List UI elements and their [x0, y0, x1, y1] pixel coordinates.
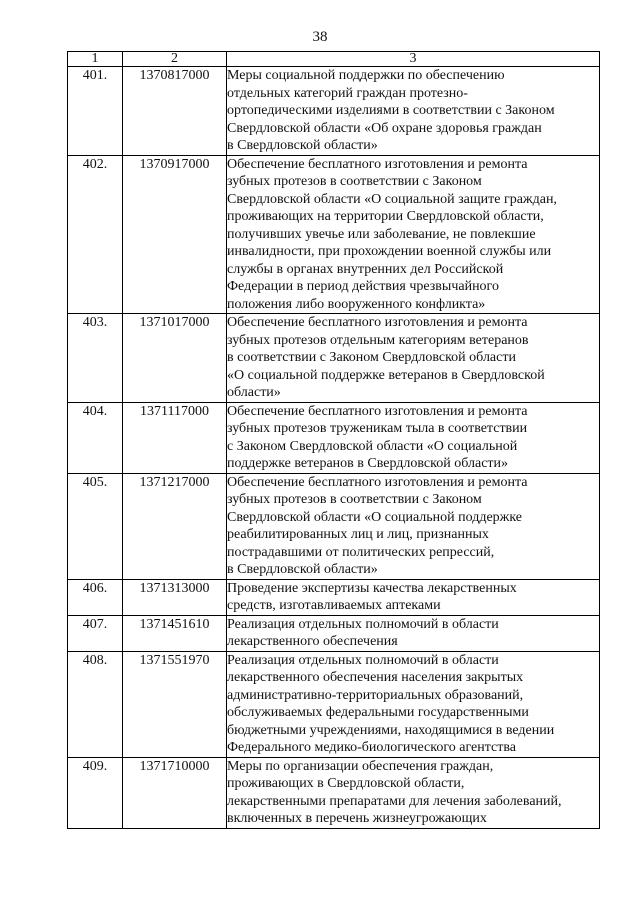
- row-number: 402.: [68, 155, 123, 314]
- row-description: [227, 314, 600, 403]
- description-line: ортопедическими изделиями в соответствии с Законом: [227, 103, 555, 118]
- table-row: [68, 314, 600, 403]
- description-line: Меры социальной поддержки по обеспечению: [227, 68, 505, 83]
- description-line: Реализация отдельных полномочий в области: [227, 616, 499, 632]
- description-line: Обеспечение бесплатного изготовления и ремонта: [227, 315, 528, 330]
- description-line: средств, изготавливаемых аптеками: [227, 598, 441, 613]
- table-row: [68, 402, 600, 473]
- description-line: пострадавшими от политических репрессий,: [227, 544, 495, 560]
- row-number: 405.: [68, 473, 123, 579]
- description-line: в Свердловской области»: [227, 138, 378, 153]
- description-line: Реализация отдельных полномочий в области: [227, 652, 499, 668]
- description-line: зубных протезов отдельным категориям ветеранов: [227, 332, 529, 348]
- row-code: 1371551970: [123, 651, 227, 757]
- document-table: [67, 51, 600, 829]
- row-code: 1370817000: [123, 67, 227, 156]
- description-line: реабилитированных лиц и лиц, признанных: [227, 527, 489, 542]
- row-number: 409.: [68, 757, 123, 828]
- description-line: «О социальной поддержке ветеранов в Свердловской: [227, 367, 545, 383]
- row-number: 401.: [68, 67, 123, 156]
- column-header-3: 3: [227, 52, 600, 67]
- description-line: зубных протезов в соответствии с Законом: [227, 174, 482, 189]
- row-description: [227, 473, 600, 579]
- description-line: административно-территориальных образований,: [227, 687, 524, 703]
- description-line: службы в органах внутренних дел Российской: [227, 261, 504, 277]
- column-header-1: 1: [68, 52, 123, 67]
- description-line: в соответствии с Законом Свердловской области: [227, 350, 516, 365]
- row-number: 403.: [68, 314, 123, 403]
- row-number: 408.: [68, 651, 123, 757]
- row-code: 1371017000: [123, 314, 227, 403]
- description-line: Свердловской области «Об охране здоровья граждан: [227, 120, 542, 136]
- description-line: Обеспечение бесплатного изготовления и ремонта: [227, 403, 528, 419]
- row-description: [227, 67, 600, 156]
- row-description: [227, 579, 600, 615]
- description-line: проживающих на территории Свердловской области,: [227, 209, 544, 224]
- description-line: лекарственного обеспечения: [227, 634, 398, 649]
- description-line: включенных в перечень жизнеугрожающих: [227, 811, 487, 826]
- description-line: Обеспечение бесплатного изготовления и ремонта: [227, 156, 528, 172]
- description-line: проживающих в Свердловской области,: [227, 776, 465, 791]
- table-row: [68, 155, 600, 314]
- page-number: 38: [312, 29, 328, 45]
- description-line: лекарственного обеспечения населения закрытых: [227, 670, 524, 685]
- row-description: [227, 615, 600, 651]
- description-line: положения либо вооруженного конфликта»: [227, 296, 486, 312]
- row-code: 1371710000: [123, 757, 227, 828]
- table-row: [68, 579, 600, 615]
- description-line: инвалидности, при прохождении военной службы или: [227, 244, 552, 259]
- description-line: Обеспечение бесплатного изготовления и ремонта: [227, 474, 528, 490]
- description-line: в Свердловской области»: [227, 562, 378, 577]
- description-line: лекарственными препаратами для лечения заболеваний,: [227, 793, 562, 809]
- row-number: 406.: [68, 579, 123, 615]
- description-line: Свердловской области «О социальной защите граждан,: [227, 191, 557, 207]
- description-line: зубных протезов труженикам тыла в соответствии: [227, 421, 528, 436]
- row-code: 1370917000: [123, 155, 227, 314]
- description-line: Проведение экспертизы качества лекарственных: [227, 580, 517, 596]
- table-body: [68, 67, 600, 829]
- description-line: получивших увечье или заболевание, не повлекшие: [227, 226, 536, 242]
- row-code: 1371451610: [123, 615, 227, 651]
- description-line: бюджетными учреждениями, находящимися в ведении: [227, 722, 555, 738]
- description-line: с Законом Свердловской области «О социальной: [227, 438, 518, 454]
- table-header-row: [68, 52, 600, 67]
- description-line: зубных протезов в соответствии с Законом: [227, 492, 482, 507]
- table-row: [68, 757, 600, 828]
- table-row: [68, 651, 600, 757]
- description-line: Федерального медико-биологического агентства: [227, 740, 516, 755]
- description-line: Федерации в период действия чрезвычайного: [227, 279, 499, 294]
- row-number: 404.: [68, 402, 123, 473]
- row-code: 1371217000: [123, 473, 227, 579]
- description-line: обслуживаемых федеральными государственными: [227, 705, 529, 720]
- row-code: 1371117000: [123, 402, 227, 473]
- description-line: области»: [227, 385, 281, 400]
- table-row: [68, 473, 600, 579]
- description-line: отдельных категорий граждан протезно-: [227, 85, 468, 101]
- description-line: Свердловской области «О социальной поддержке: [227, 509, 523, 525]
- row-description: [227, 155, 600, 314]
- row-code: 1371313000: [123, 579, 227, 615]
- table-row: [68, 67, 600, 156]
- row-description: [227, 402, 600, 473]
- row-description: [227, 757, 600, 828]
- row-description: [227, 651, 600, 757]
- table-row: [68, 615, 600, 651]
- column-header-2: 2: [123, 52, 227, 67]
- description-line: поддержке ветеранов в Свердловской области»: [227, 456, 509, 471]
- row-number: 407.: [68, 615, 123, 651]
- description-line: Меры по организации обеспечения граждан,: [227, 758, 494, 774]
